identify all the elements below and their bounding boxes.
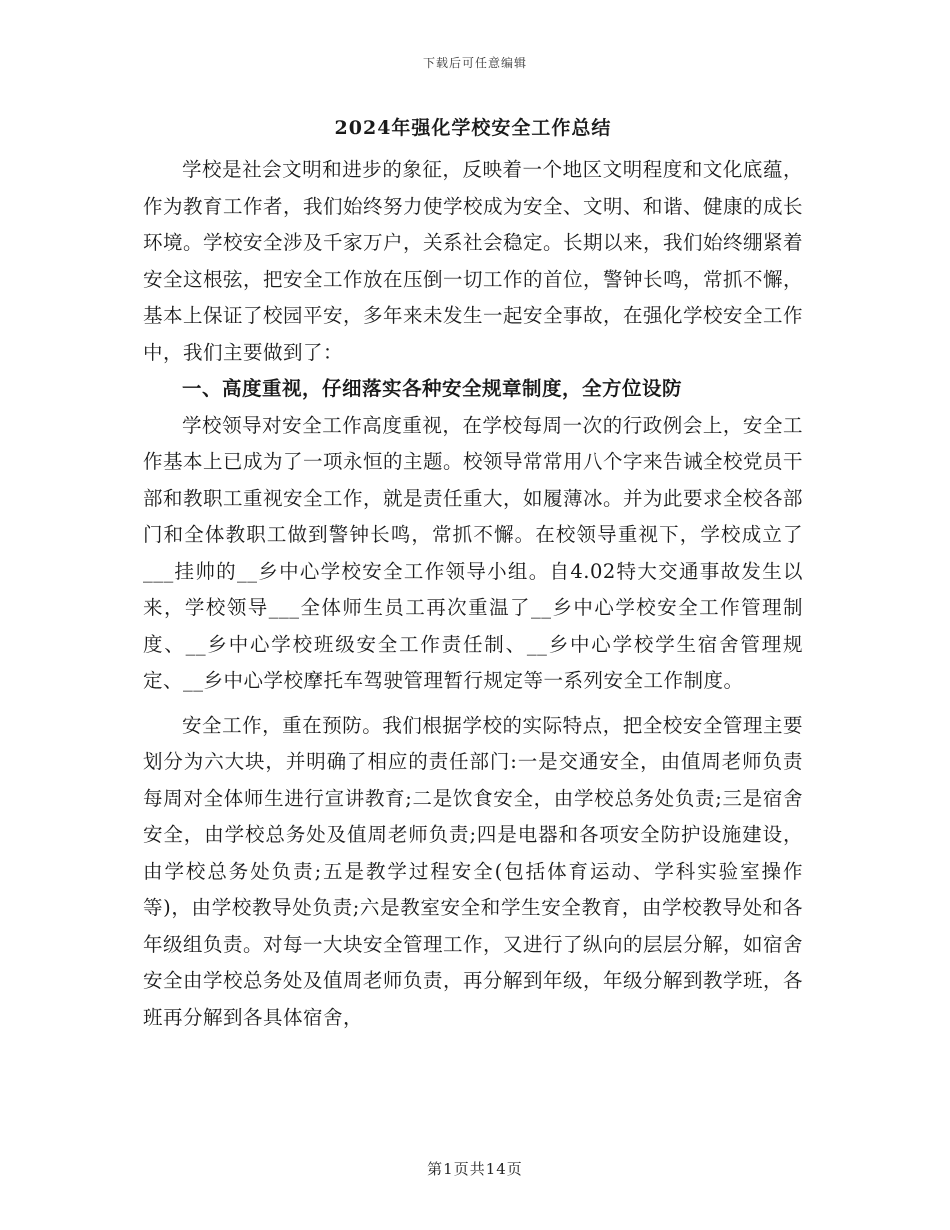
section-heading-1: 一、高度重视，仔细落实各种安全规章制度，全方位设防 [182, 377, 683, 400]
header-note: 下载后可任意编辑 [422, 56, 527, 70]
document-title: 2024年强化学校安全工作总结 [334, 117, 612, 139]
document-body [143, 110, 803, 1036]
paragraph-intro: 学校是社会文明和进步的象征，反映着一个地区文明程度和文化底蕴，作为教育工作者，我们始终努力使学校成为安全、文明、和谐、健康的成长环境。学校安全涉及千家万户，关系社会稳定。长期以来，我们始终绷紧着安全这根弦，把安全工作放在压倒一切工作的首位，警钟长鸣，常抓不懈，基本上保证了校园平安，多年来未发生一起安全事故，在强化学校安全工作中，我们主要做到了： [143, 158, 804, 364]
paragraph-leadership: 学校领导对安全工作高度重视，在学校每周一次的行政例会上，安全工作基本上已成为了一项永恒的主题。校领导常常用八个字来告诫全校党员干部和教职工重视安全工作，就是责任重大，如履薄冰。并为此要求全校各部门和全体教职工做到警钟长鸣，常抓不懈。在校领导重视下，学校成立了___挂帅的__乡中心学校安全工作领导小组。自4.02特大交通事故发生以来，学校领导___全体师生员工再次重温了__乡中心学校安全工作管理制度、__乡中心学校班级安全工作责任制、__乡中心学校学生宿舍管理规定、__乡中心学校摩托车驾驶管理暂行规定等一系列安全工作制度。 [143, 413, 804, 692]
paragraph-prevention: 安全工作，重在预防。我们根据学校的实际特点，把全校安全管理主要划分为六大块，并明确了相应的责任部门:一是交通安全，由值周老师负责每周对全体师生进行宣讲教育;二是饮食安全，由学校总务处负责;三是宿舍安全，由学校总务处及值周老师负责;四是电器和各项安全防护设施建设，由学校总务处负责;五是教学过程安全(包括体育运动、学科实验室操作等)，由学校教导处负责;六是教室安全和学生安全教育，由学校教导处和各年级组负责。对每一大块安全管理工作，又进行了纵向的层层分解，如宿舍安全由学校总务处及值周老师负责，再分解到年级，年级分解到教学班，各班再分解到各具体宿舍， [143, 713, 804, 1029]
page-number: 第1页共14页 [427, 1160, 523, 1178]
